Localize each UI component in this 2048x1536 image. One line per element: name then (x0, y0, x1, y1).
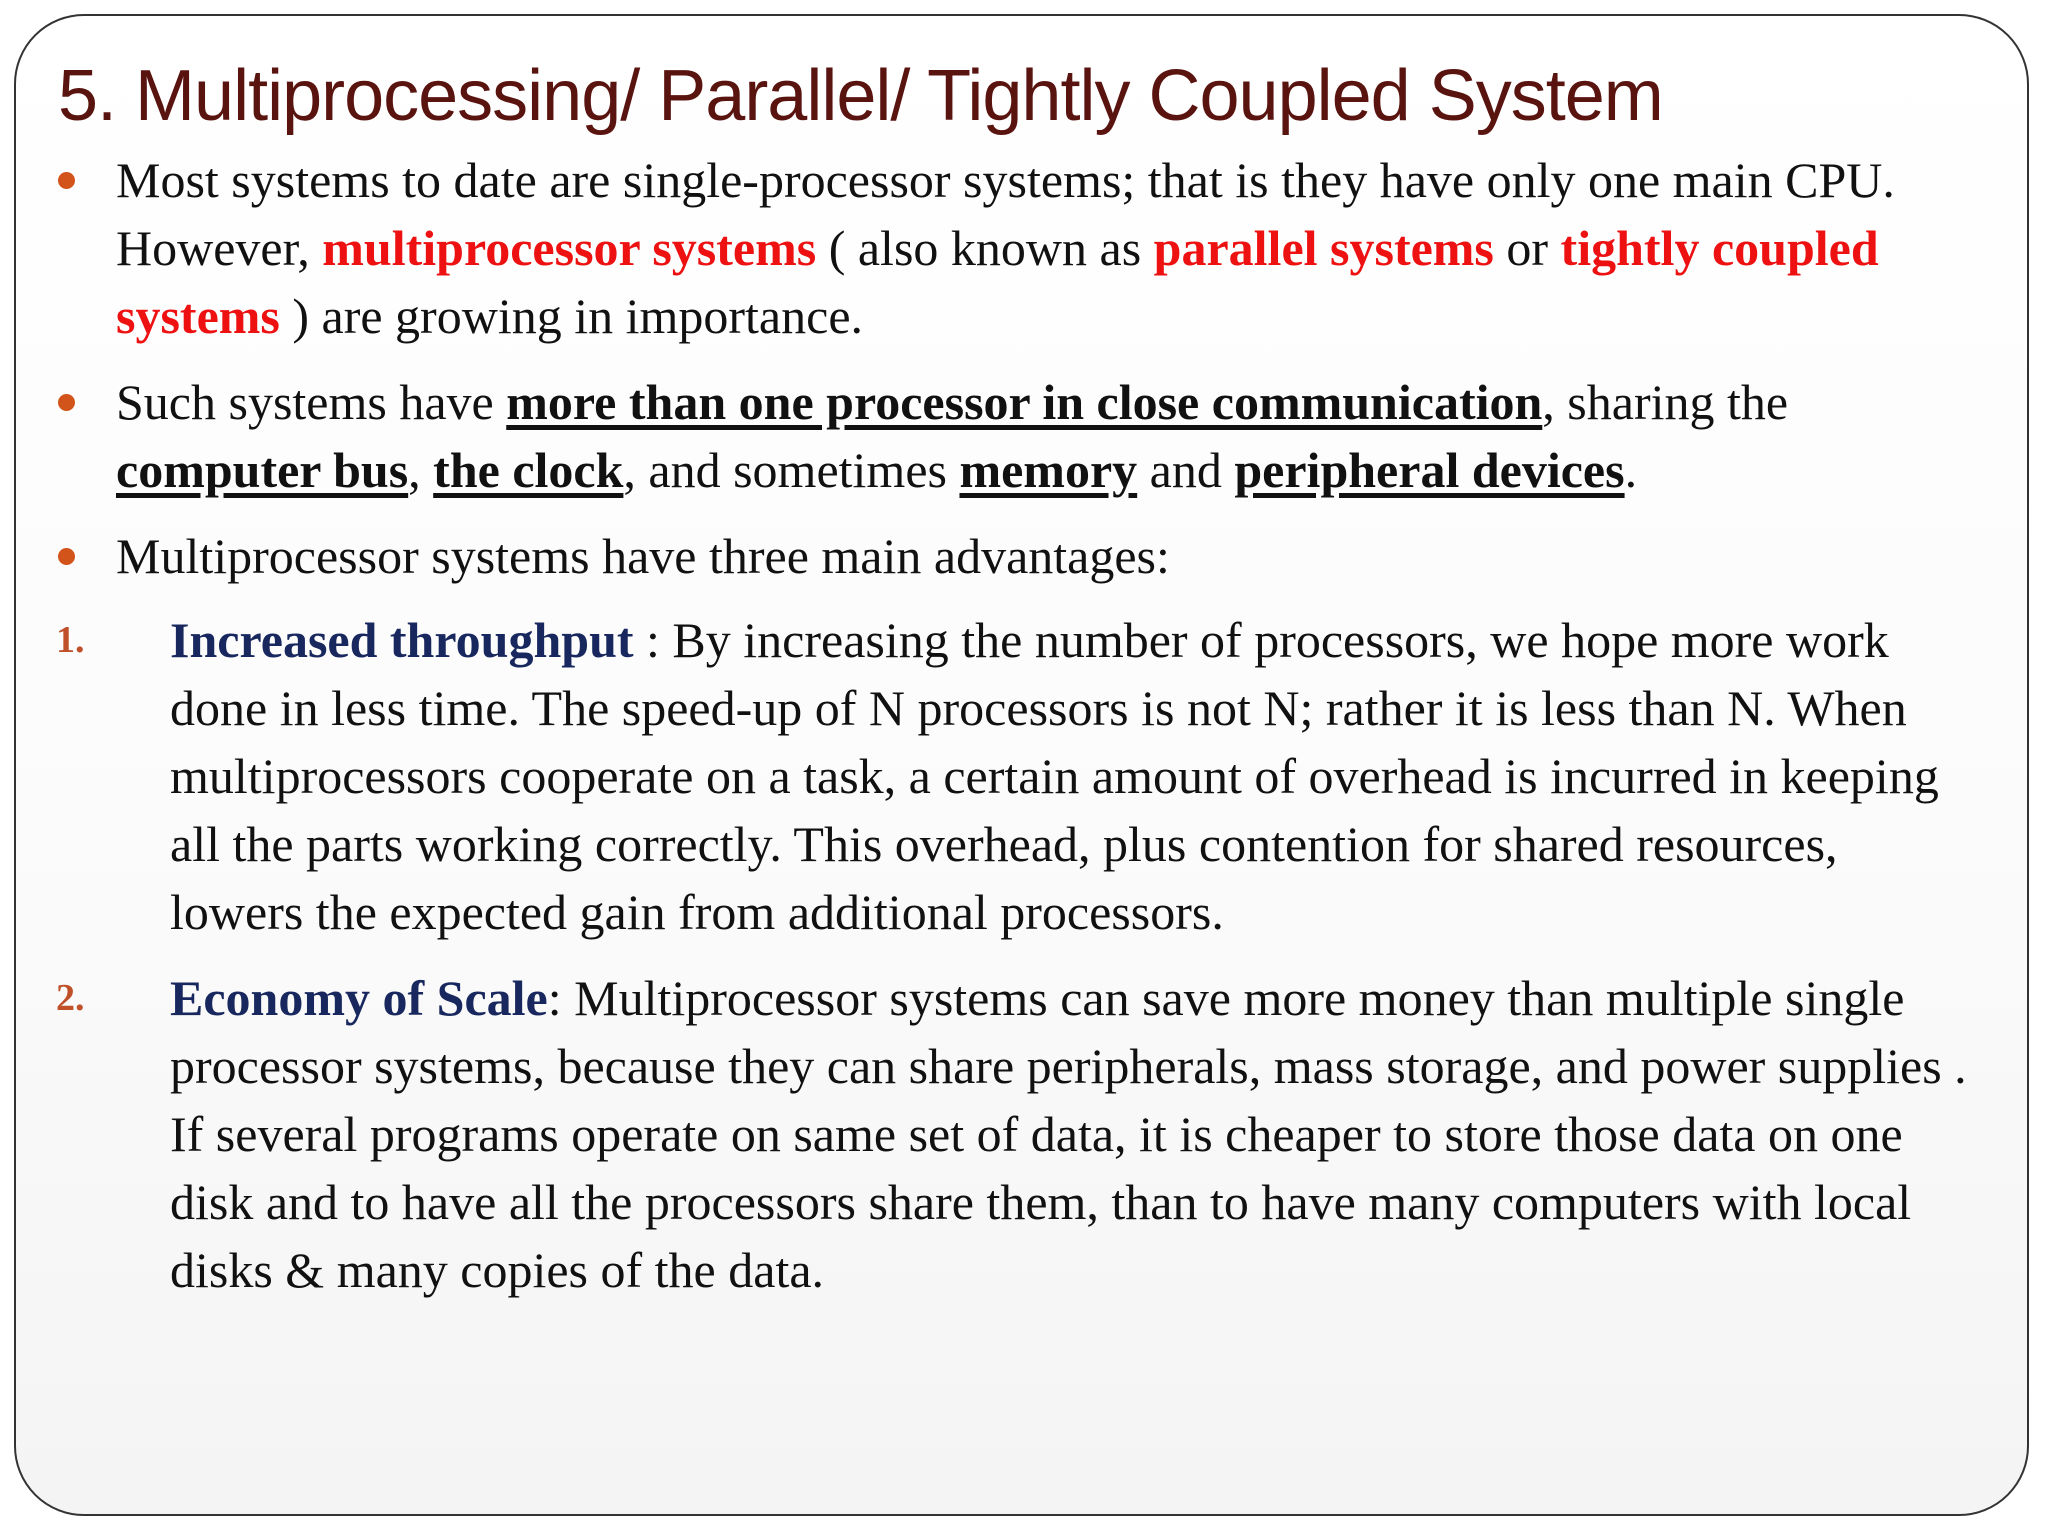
bullet-text: , and sometimes (623, 442, 960, 498)
bullet-item (56, 368, 1976, 504)
bullet-text: Multiprocessor systems have three main advantages: (116, 528, 1170, 584)
bullet-dot-icon (58, 394, 75, 411)
advantage-number: 1. (56, 619, 85, 661)
bullet-item (56, 146, 1976, 350)
emphasis-the-clock: the clock (433, 442, 624, 498)
highlight-tightly-coupled-systems: tightly coupled systems (116, 220, 1879, 344)
advantage-term: Increased throughput (170, 612, 634, 668)
bullet-text: ( also known as (816, 220, 1154, 276)
emphasis-close-communication: more than one processor in close communication (506, 374, 1543, 430)
bullet-dot-icon (58, 548, 75, 565)
bullet-dot-icon (58, 172, 75, 189)
advantage-item (56, 606, 1976, 946)
advantage-text: : Multiprocessor systems can save more money than multiple single processor systems, because they can share peripherals, mass storage, and power supplies . If several programs operate on same set of data, it is cheaper to store those data on one disk and to have all the processors share them, than to have many computers with local disks & many copies of the data. (170, 970, 1967, 1298)
bullet-text: . (1624, 442, 1638, 498)
advantage-number: 2. (56, 977, 85, 1019)
bullet-item (56, 522, 1976, 590)
bullet-text: and (1137, 442, 1235, 498)
bullet-text: , sharing the (1542, 374, 1789, 430)
emphasis-computer-bus: computer bus (116, 442, 409, 498)
emphasis-memory: memory (959, 442, 1138, 498)
emphasis-peripheral-devices: peripheral devices (1234, 442, 1625, 498)
bullet-text: or (1493, 220, 1561, 276)
bullet-text: Such systems have (116, 374, 507, 430)
highlight-parallel-systems: parallel systems (1153, 220, 1494, 276)
slide-content (56, 146, 1976, 1304)
slide-title: 5. Multiprocessing/ Parallel/ Tightly Coupled System (58, 56, 1663, 136)
advantage-term: Economy of Scale (170, 970, 548, 1026)
bullet-text: ) are growing in importance. (279, 288, 864, 344)
bullet-text: , (408, 442, 434, 498)
advantage-text: : By increasing the number of processors, we hope more work done in less time. The speed-up of N processors is not N; rather it is less than N. When multiprocessors cooperate on a task, a certain amount of overhead is incurred in keeping all the parts working correctly. This overhead, plus contention for shared resources, lowers the expected gain from additional processors. (170, 612, 1939, 940)
highlight-multiprocessor-systems: multiprocessor systems (322, 220, 817, 276)
advantage-item (56, 964, 1976, 1304)
bullet-text: Most systems to date are single-processor systems; that is they have only one main CPU. However, (116, 152, 1895, 276)
